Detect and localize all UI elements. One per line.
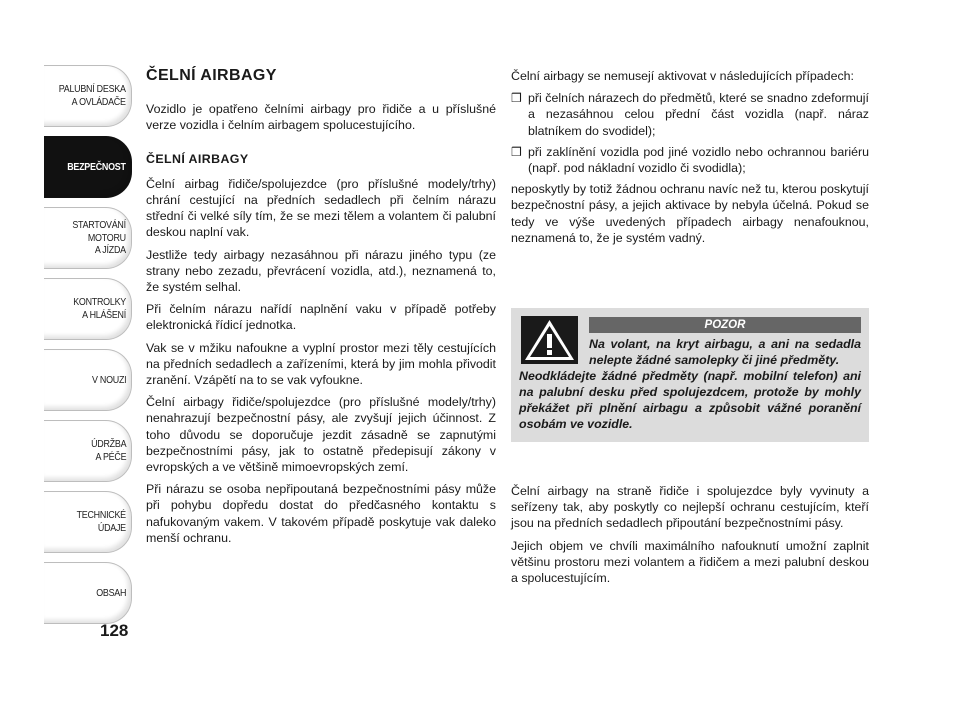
right-column [511, 68, 869, 252]
list-item-text: při čelních nárazech do předmětů, které se snadno zdeformují a nezasáhnou celou přední část vozidla (např. náraz blatníkem do svodidel); [528, 91, 869, 138]
tab-label: TECHNICKÉ ÚDAJE [76, 509, 126, 534]
paragraph: Při čelním nárazu nařídí naplnění vaku v případě potřeby elektronická řídicí jednotka. [146, 302, 496, 333]
paragraph: Jejich objem ve chvíli maximálního nafouknutí umožní zaplnit většinu prostoru mezi volantem a řidičem a mezi palubní deskou a spolucestujícím. [511, 538, 869, 586]
tab-bezpecnost[interactable] [44, 136, 132, 198]
tab-label: STARTOVÁNÍ MOTORU A JÍZDA [72, 219, 126, 257]
warning-heading: POZOR [589, 317, 861, 333]
tab-kontrolky[interactable] [44, 278, 132, 340]
paragraph: Čelní airbagy řidiče/spolujezdce (pro příslušné modely/trhy) nenahrazují bezpečnostní pásy, ale zvyšují jejich účinnost. Z toho důvodu se doporučuje jezdit zásadně se zapnutými bezpečnostními pásy, jak to ostatně předepisují zákony v evropských a ve většině mimoevropských zemí. [146, 395, 496, 475]
paragraph: Vak se v mžiku nafoukne a vyplní prostor mezi těly cestujících na předních sedadlech a zařízeními, která by jim mohla přivodit zranění. Vzápětí na to se vak vyfoukne. [146, 340, 496, 388]
paragraph: Při nárazu se osoba nepřipoutaná bezpečnostními pásy může při pohybu dopředu dostat do předčasného kontaktu s nafukovaným vakem. V takovém případě poskytuje vak daleko menší ochranu. [146, 482, 496, 545]
warning-text-rest: Neodkládejte žádné předměty (např. mobilní telefon) ani na palubní desku před spolujezdcem, protože by mohly překážet při plnění airbagu a způsobit vážné poranění osobám ve vozidle. [519, 369, 861, 431]
paragraph: Čelní airbag řidiče/spolujezdce (pro příslušné modely/trhy) chrání cestující na předních sedadlech při čelním nárazu střední či velké síly tím, že se mezi tělem a volantem či palubní deskou naplní vak. [146, 176, 496, 240]
paragraph: neposkytly by totiž žádnou ochranu navíc než tu, kterou poskytují bezpečnostní pásy, a jejich aktivace by nebyla účelná. Pokud se tedy ve výše uvedených případech airbagy nenafouknou, neznamená to, že je systém vadný. [511, 182, 869, 245]
list-item [511, 90, 869, 139]
tab-label: BEZPEČNOST [67, 160, 126, 173]
tab-label: OBSAH [95, 586, 126, 599]
tab-label: KONTROLKY A HLÁŠENÍ [73, 296, 126, 321]
warning-text-first: Na volant, na kryt airbagu, a ani na sedadla nelepte žádné samolepky či jiné předměty. [589, 337, 861, 367]
list-item-text: při zaklínění vozidla pod jiné vozidlo nebo ochrannou bariéru (např. pod nákladní vozidlo či svodidla); [528, 144, 869, 176]
paragraph: Čelní airbagy na straně řidiče i spolujezdce byly vyvinuty a seřízeny tak, aby poskytly co nejlepší ochranu cestujícím, kteří jsou na předních sedadlech připoutání bezpečnostními pásy. [511, 484, 869, 531]
warning-box [511, 308, 869, 442]
tab-obsah[interactable] [44, 562, 132, 624]
tab-technicke-udaje[interactable] [44, 491, 132, 553]
page-number: 128 [100, 621, 129, 640]
left-column [146, 68, 496, 552]
warning-text [519, 336, 861, 432]
paragraph: Jestliže tedy airbagy nezasáhnou při nárazu jiného typu (ze strany nebo zezadu, převrácení vozidla, atd.), neznamená to, že systém selhal. [146, 247, 496, 295]
intro-paragraph: Vozidlo je opatřeno čelními airbagy pro řidiče a u příslušné verze vozidla i čelním airbagem spolucestujícího. [146, 102, 496, 133]
tab-label: V NOUZI [91, 373, 126, 386]
chapter-tabs [44, 65, 132, 633]
checkbox-bullet-icon: ❒ [511, 144, 522, 159]
section-title: ČELNÍ AIRBAGY [146, 67, 277, 84]
tab-label: PALUBNÍ DESKA A OVLÁDAČE [58, 83, 126, 108]
tab-label: ÚDRŽBA A PÉČE [90, 438, 126, 463]
intro-paragraph: Čelní airbagy se nemusejí aktivovat v následujících případech: [511, 69, 854, 83]
tab-startovani[interactable] [44, 207, 132, 269]
right-column-bottom [511, 483, 869, 592]
tab-v-nouzi[interactable] [44, 349, 132, 411]
tab-udrzba[interactable] [44, 420, 132, 482]
tab-palubni-deska[interactable] [44, 65, 132, 127]
checkbox-bullet-icon: ❒ [511, 91, 522, 106]
list-item [511, 144, 869, 176]
subsection-title: ČELNÍ AIRBAGY [146, 151, 249, 166]
